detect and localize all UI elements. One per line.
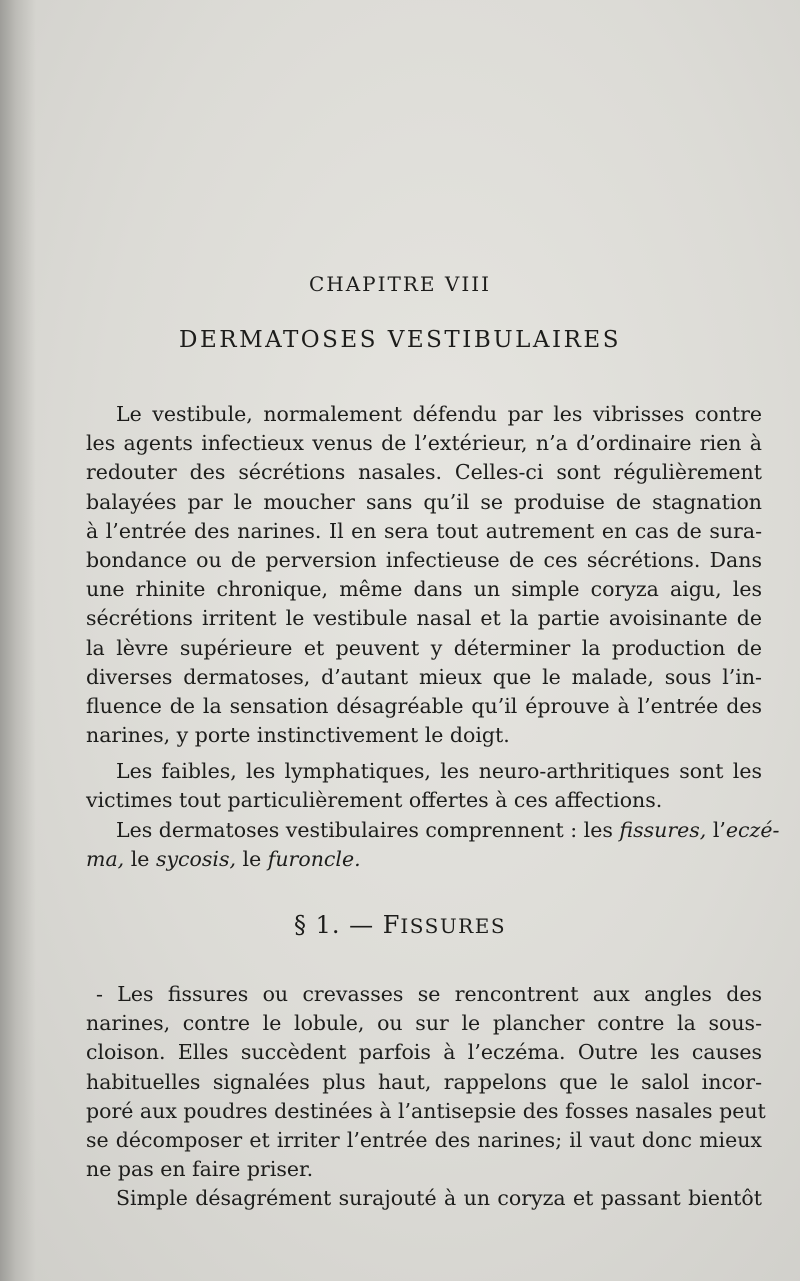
text-line: fluence de la sensation désagréable qu’il éprouve à l’entrée des [86,694,762,719]
text-line: poré aux poudres destinées à l’antisepsie des fosses nasales peut [86,1098,766,1123]
text-line: victimes tout particulièrement offertes à ces affections. [86,788,663,813]
intro-paragraph-2 [86,757,762,815]
term-fissures: fissures, [619,818,707,842]
text-line: la lèvre supérieure et peuvent y déterminer la production de [86,635,762,660]
term-furoncle: furoncle. [267,847,361,872]
text-line: cloison. Elles succèdent parfois à l’eczéma. Outre les causes [86,1040,762,1065]
binding-shadow [0,0,36,1281]
text-line: Simple désagrément surajouté à un coryza et passant bientôt [116,1186,762,1210]
text-line: une rhinite chronique, même dans un simple coryza aigu, les [86,577,762,602]
intro-paragraph-3 [86,816,780,874]
text-line: sécrétions irritent le vestibule nasal et la partie avoisinante de [86,606,762,631]
intro-paragraph-1 [86,400,762,750]
section1-paragraph-1 [86,980,766,1184]
text-line: - Les fissures ou crevasses se rencontrent aux angles des [96,982,762,1006]
section-title-smallcaps: ISSURES [400,914,507,938]
text-line: à l’entrée des narines. Il en sera tout autrement en cas de sura- [86,518,762,543]
text-line: narines, contre le lobule, ou sur le plancher contre la sous- [86,1011,762,1036]
text-line [86,816,780,845]
chapter-number: CHAPITRE VIII [308,272,492,296]
text-line: se décomposer et irriter l’entrée des narines; il vaut donc mieux [86,1128,762,1153]
text-run: l’ [712,818,726,842]
text-line: diverses dermatoses, d’autant mieux que le malade, sous l’in- [86,664,762,689]
term-eczema-part2: ma, [86,847,125,872]
section-symbol: § 1. — F [293,911,401,939]
text-line: narines, y porte instinctivement le doigt. [86,723,510,748]
text-run: Les dermatoses vestibulaires comprennent : les [116,818,613,842]
text-line: ne pas en faire priser. [86,1157,314,1182]
section1-paragraph-2 [86,1184,762,1213]
text-line: habituelles signalées plus haut, rappelons que le salol incor- [86,1069,762,1094]
term-eczema-part1: eczé- [725,818,780,842]
term-sycosis: sycosis, [155,847,236,872]
text-line: balayées par le moucher sans qu’il se produise de stagnation [86,489,762,514]
text-line: Le vestibule, normalement défendu par les vibrisses contre [116,402,762,426]
text-line: bondance ou de perversion infectieuse de ces sécrétions. Dans [86,548,762,573]
text-run: le [130,847,150,872]
text-line: les agents infectieux venus de l’extérieur, n’a d’ordinaire rien à [86,431,762,456]
chapter-title: DERMATOSES VESTIBULAIRES [179,327,621,353]
text-line: Les faibles, les lymphatiques, les neuro-arthritiques sont les [116,759,762,783]
text-line: redouter des sécrétions nasales. Celles-ci sont régulièrement [86,460,762,485]
text-run: le [242,847,262,872]
section-title [0,908,800,943]
text-line [86,845,762,874]
